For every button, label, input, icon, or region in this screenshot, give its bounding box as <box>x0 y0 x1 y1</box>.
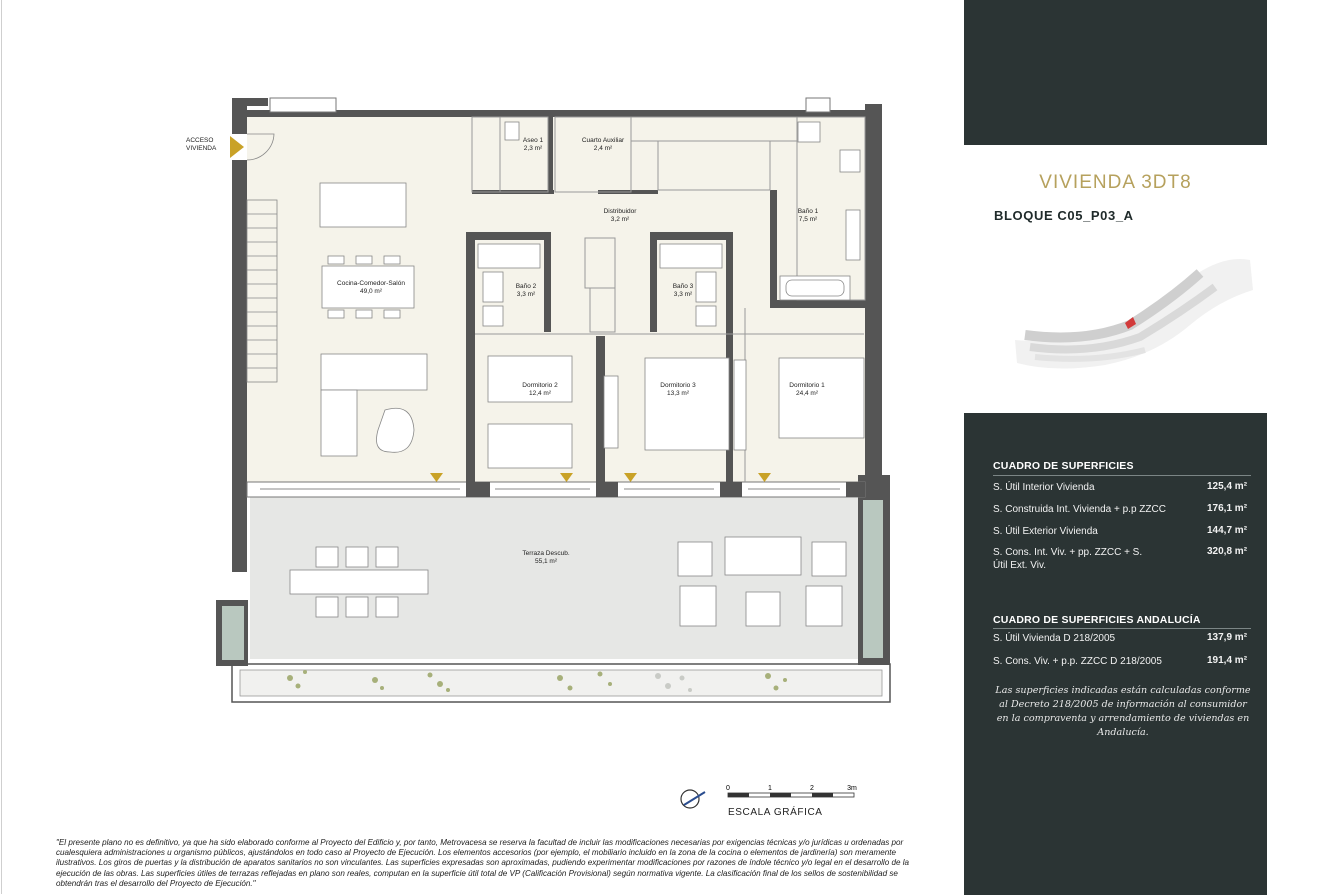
room-name: Dormitorio 2 <box>522 382 558 389</box>
window-top-right <box>806 98 830 112</box>
room-area: 24,4 m² <box>795 390 819 397</box>
room-area: 2,3 m² <box>523 145 543 152</box>
glass-panel-right <box>863 500 883 658</box>
room-name: Distribuidor <box>603 208 637 215</box>
scale-tick: 0 <box>726 785 730 792</box>
room-area: 3,3 m² <box>516 291 536 298</box>
surface-value: 144,7 m² <box>1207 525 1248 536</box>
surface-value: 125,4 m² <box>1207 481 1248 492</box>
scale-tick: 2 <box>810 785 814 792</box>
site-key-map <box>1005 245 1255 385</box>
scale-tick: 1 <box>768 785 772 792</box>
divider <box>993 628 1251 629</box>
surface-label: S. Útil Exterior Vivienda <box>993 526 1098 537</box>
surface-row <box>993 655 1251 669</box>
entrance-label-2: VIVIENDA <box>186 145 217 152</box>
surface-label: S. Construida Int. Vivienda + p.p ZZCC <box>993 504 1166 515</box>
room-name: Dormitorio 3 <box>660 382 696 389</box>
surface-value: 191,4 m² <box>1207 655 1248 666</box>
scale-label: ESCALA GRÁFICA <box>728 807 823 818</box>
entrance-label-1: ACCESO <box>186 137 214 144</box>
room-area: 2,4 m² <box>593 145 613 152</box>
room-name: Baño 2 <box>515 283 537 290</box>
surface-row <box>993 481 1251 495</box>
room-name: Dormitorio 1 <box>789 382 825 389</box>
room-area: 12,4 m² <box>528 390 552 397</box>
room-area: 49,0 m² <box>359 288 383 295</box>
surface-row <box>993 632 1251 646</box>
room-area: 13,3 m² <box>666 390 690 397</box>
glass-panel-left <box>222 606 244 660</box>
surface-value: 176,1 m² <box>1207 503 1248 514</box>
surface-value: 320,8 m² <box>1207 546 1248 557</box>
room-area: 3,2 m² <box>610 216 630 223</box>
surface-row <box>993 503 1251 517</box>
surface-row <box>993 546 1251 574</box>
room-name: Cocina-Comedor-Salón <box>337 280 405 287</box>
north-arrow-icon <box>681 790 705 808</box>
header-panel <box>964 0 1267 145</box>
surface-row <box>993 525 1251 539</box>
room-area: 55,1 m² <box>534 558 558 565</box>
surface-label: S. Cons. Viv. + p.p. ZZCC D 218/2005 <box>993 656 1162 667</box>
andalucia-heading: CUADRO DE SUPERFICIES ANDALUCÍA <box>993 614 1201 626</box>
room-area: 3,3 m² <box>673 291 693 298</box>
surfaces-heading: CUADRO DE SUPERFICIES <box>993 460 1134 472</box>
room-name: Cuarto Auxiliar <box>581 137 625 144</box>
divider <box>993 475 1251 476</box>
room-name: Aseo 1 <box>522 137 544 144</box>
block-label: BLOQUE C05_P03_A <box>994 208 1134 223</box>
room-name: Terraza Descub. <box>522 550 570 557</box>
surface-value: 137,9 m² <box>1207 632 1248 643</box>
surface-label: S. Cons. Int. Viv. + pp. ZZCC + S. Útil Ext. Viv. <box>993 547 1143 571</box>
kitchen-island <box>320 183 406 227</box>
surface-label: S. Útil Interior Vivienda <box>993 482 1095 493</box>
legal-disclaimer: "El presente plano no es definitivo, ya que ha sido elaborado conforme al Proyecto del Edificio y, por tanto, Metrovacesa se reserva la facultad de incluir las modificaciones necesarias por exigencias técnicas y/o jurídicas u ordenadas por cualesquiera administraciones u organismo públicos, ajustándolos en todo caso al Proyecto de Ejecución. Los elementos accesorios (por ejemplo, el mobiliario incluido en la zona de la cocina o elementos de jardinería) son meramente ilustrativos. Los giros de puertas y la distribución de aparatos sanitarios no son vinculantes. Las superficies expresadas son aproximadas, pudiendo experimentar modificaciones por razones de índole técnico y/o legal en el desarrollo de la ejecución de las obras. Las superficies útiles de terrazas reflejadas en plano son reales, computan en la superficie útil total de VP (Calificación Provisional) según normativa vigente. La clasificación final de los sellos de sostenibilidad se obtendrán tras el desarrollo del Proyecto de Ejecución." <box>56 838 910 888</box>
room-name: Baño 1 <box>797 208 819 215</box>
scale-tick: 3m <box>847 785 857 792</box>
room-name: Baño 3 <box>672 283 694 290</box>
planter-bed <box>240 670 882 696</box>
graphic-scale <box>726 785 857 797</box>
decree-note: Las superficies indicadas están calculadas conforme al Decreto 218/2005 de información al consumidor en la compraventa y arrendamiento de viviendas en Andalucía. <box>995 685 1251 738</box>
surface-label: S. Útil Vivienda D 218/2005 <box>993 633 1116 644</box>
window-top-left <box>270 98 336 112</box>
room-area: 7,5 m² <box>798 216 818 223</box>
unit-title: VIVIENDA 3DT8 <box>1039 172 1192 193</box>
facade-windows <box>247 482 865 497</box>
entrance-marker-icon <box>230 136 244 158</box>
